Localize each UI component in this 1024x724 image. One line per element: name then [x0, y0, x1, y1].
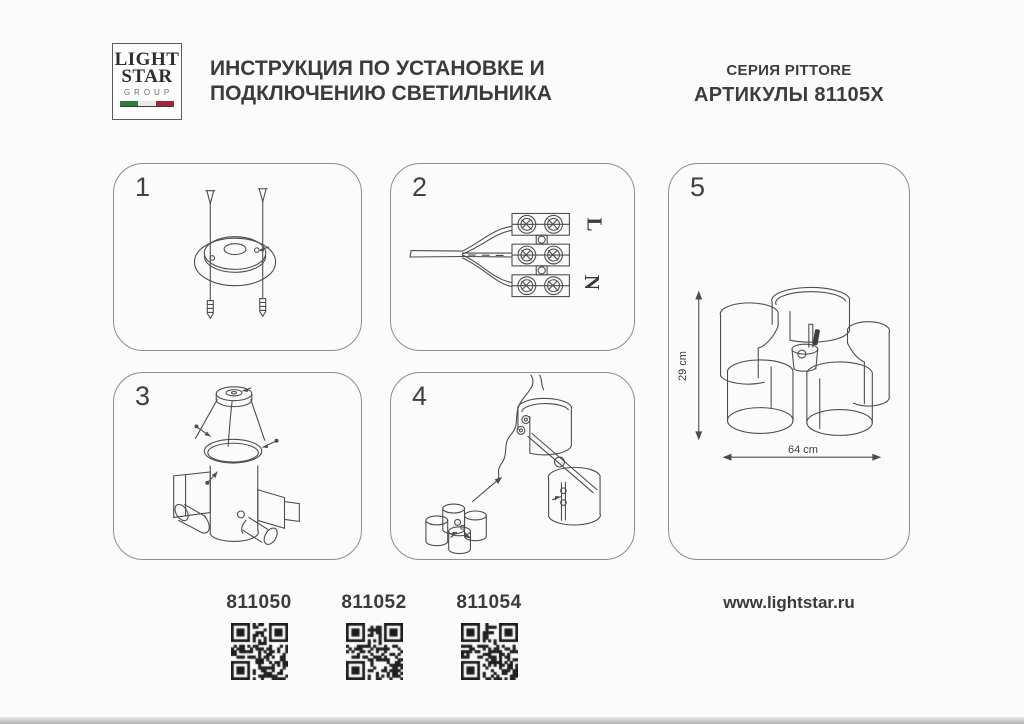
- step5-number: 5: [690, 172, 706, 202]
- logo-line-light: LIGHT: [114, 49, 180, 70]
- height-dimension-label: 29 cm: [676, 351, 689, 381]
- step2-panel: [390, 163, 635, 351]
- article-811050: [214, 592, 304, 685]
- width-dimension-label: 64 cm: [788, 444, 818, 456]
- step3-body-assembly-drawing: [114, 373, 361, 559]
- article-number: 811050: [226, 592, 292, 613]
- step3-panel: [113, 372, 362, 560]
- step1-mounting-plate-drawing: [114, 164, 361, 350]
- neutral-wire-label: N: [580, 274, 605, 291]
- page-title-line1: ИНСТРУКЦИЯ ПО УСТАНОВКЕ И: [210, 57, 545, 80]
- qr-code-icon: [231, 623, 288, 680]
- step4-shade-attachment-drawing: [391, 373, 634, 559]
- step1-panel: [113, 163, 362, 351]
- step3-number: 3: [135, 381, 151, 411]
- live-wire-label: L: [582, 217, 607, 232]
- article-811052: [329, 592, 419, 685]
- step2-number: 2: [412, 172, 428, 202]
- lightstar-logo: [112, 43, 182, 120]
- step5-panel: [668, 163, 910, 560]
- page-title: [210, 56, 570, 106]
- website-url: www.lightstar.ru: [723, 593, 855, 612]
- logo-line-group: GROUP: [123, 88, 174, 97]
- italian-flag-stripe: [120, 101, 174, 107]
- qr-code-icon: [461, 623, 518, 680]
- page-title-line2: ПОДКЛЮЧЕНИЮ СВЕТИЛЬНИКА: [210, 82, 552, 105]
- step1-number: 1: [135, 172, 151, 202]
- page-bottom-edge: [0, 717, 1024, 724]
- step5-assembled-fixture-drawing: [669, 164, 909, 559]
- qr-code-icon: [346, 623, 403, 680]
- step2-wiring-drawing: [391, 164, 634, 350]
- series-title: СЕРИЯ PITTORE: [726, 62, 852, 79]
- step4-panel: [390, 372, 635, 560]
- articles-title: АРТИКУЛЫ 81105X: [693, 84, 885, 106]
- article-number: 811054: [456, 592, 522, 613]
- logo-line-star: STAR: [121, 66, 173, 87]
- step4-number: 4: [412, 381, 428, 411]
- article-811054: [444, 592, 534, 685]
- article-number: 811052: [341, 592, 407, 613]
